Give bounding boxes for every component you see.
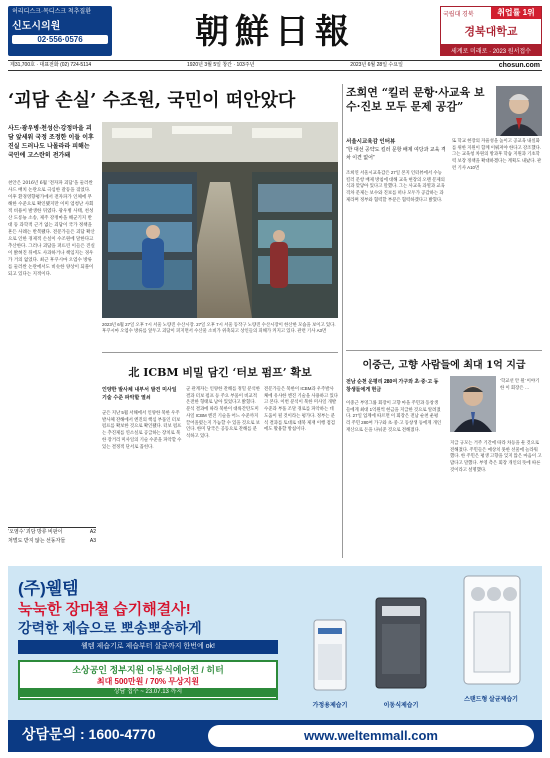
info-right: 2023년 6월 28일 수요일 — [350, 62, 403, 68]
photo-caption: 2023년 6월 27일 오후 7시 서울 노량진 수산시장. 27일 오후 7시 서울 동작구 노량진 수산시장이 한산한 모습을 보이고 있다. 후쿠시마 오염수 방류를 앞두고 괴담이 퍼지면서 수산물 소비가 위축되고 상인들의 피해가 커지고 있다. 관련 기사 A3면 — [102, 322, 336, 333]
lee-portrait — [450, 376, 496, 432]
ad-promo-amount: 최대 500만원 / 70% 무상지원 — [96, 677, 200, 686]
lee-headline[interactable]: 이중근, 고향 사람들에 최대 1억 지급 — [362, 360, 526, 371]
unit-label: 이동식제습기 — [383, 703, 419, 709]
unit-label: 가정용제습기 — [312, 703, 348, 709]
ad-strip: 웰템 제습기로 제습부터 살균까지 한번에 ok! — [18, 640, 278, 654]
lead-subhead: 사드·광우병·천성산·강정마을 괴담 앞세워 국정 조정한 이들 이후 진실 드러나도 나몰라라 피해는 국민에 고스란히 전가돼 — [8, 125, 94, 159]
icbm-headline[interactable]: 北 ICBM 비밀 담긴 ‘터보 펌프’ 확보 — [128, 366, 312, 379]
ad-left-clinic: 신도시의원 — [12, 21, 61, 32]
index-page: A2 — [89, 529, 96, 535]
index-label: ‘오염수’ 괴담 방류 비판이 — [8, 529, 63, 535]
cho-body-col2: 또 학교 현장의 자율성을 높이고 공교육 내실화를 위한 지원이 함께 이뤄져야 한다고 강조했다. 그는 교육청 차원의 방과후 학습 지원과 기초학력 보장 정책을 확대하겠다는 계획도 내놨다. 관련 기사 A10면 — [452, 138, 542, 170]
ad-website[interactable]: www.weltemmall.com — [208, 725, 534, 747]
site-url[interactable]: chosun.com — [498, 62, 540, 69]
newspaper-masthead: 朝鮮日報 — [195, 12, 355, 52]
ad-left-line1: 허리디스크·목디스크 척추질환 — [12, 9, 92, 15]
cho-body-col1: 조희연 서울시교육감은 27일 본지 인터뷰에서 수능 킬러 문항 배제 방침에 대해 교육 현장의 오랜 문제의식과 맞닿아 있다고 말했다. 그는 사교육 과열과 교육 격차 문제는 보수와 진보를 떠나 모두가 공감하는 과제라며 정부와 협력할 부분은 협력하겠다고 밝혔다. — [346, 170, 445, 202]
cho-subhead: “한 대선 공약도 킬러 문항 배제 여당과 교육 격차 이견 없어” — [346, 147, 446, 161]
index-box — [8, 527, 96, 546]
ad-promo-title: 소상공인 정부지원 이동식에어컨 / 히터 — [72, 665, 224, 675]
ad-left-phone: 02·556·0576 — [12, 35, 108, 44]
ad-promo-deadline: 상담 접수 ~ 23.07.13 까지 — [20, 688, 276, 697]
ad-brand: (주)웰템 — [18, 579, 79, 598]
product-stand-dehumidifier — [444, 572, 538, 712]
index-row[interactable] — [8, 537, 96, 546]
info-left: 제31,700호 · 대표전화 (02) 724-5114 — [10, 62, 92, 68]
issue-info-bar — [8, 60, 542, 71]
lead-body: 천안은 2016년 6월 '전자파 괴담'을 둘러싼 사드 배치 논란으로 극심한 갈등을 겪었다. 이후 환경영향평가에서 전자파가 인체에 무해한 수준으로 확인됐지만 이미 엄청난 사회적 비용이 발생한 뒤였다. 광우병 사태, 천성산 도롱뇽 소송, 제주 강정마을 해군기지 반대 등 과학적 근거 없는 괴담이 국가 정책을 흔든 사례는 반복됐다. 전문가들은 괴담 확산으로 인한 경제적 손실이 수조원에 달한다고 추산한다. 그러나 괴담을 퍼뜨린 이들은 진실이 밝혀진 뒤에도 사과하거나 책임지는 경우가 거의 없었다. 최근 후쿠시마 오염수 방류를 둘러싼 논란에서도 비슷한 양상이 되풀이되고 있다는 지적이다. — [8, 181, 95, 277]
product-home-dehumidifier — [300, 600, 360, 710]
index-row[interactable] — [8, 528, 96, 537]
icbm-body-col2: 전문가들은 북한이 ICBM과 우주발사체에 유사한 엔진 기술을 사용하고 있다고 본다. 이번 분석이 북한 미사일 개발 수준과 부품 조달 경로를 파악하는 데 도움이 될 것이라는 평가다. 정부는 분석 결과를 토대로 대북 제재 이행 점검에도 활용할 방침이다. — [264, 386, 338, 432]
divider — [346, 350, 542, 351]
fish-market-photo — [102, 122, 338, 318]
product-mobile-dehumidifier — [364, 590, 438, 710]
lee-subhead: 전남 순천 운평리 280여 가구와 초·중·고 동창생들에게 현금 — [346, 379, 439, 393]
index-label: 처벌도 받지 않는 선동자들 — [8, 538, 66, 544]
ad-phone[interactable]: 상담문의 : 1600-4770 — [22, 726, 156, 742]
top-left-ad[interactable] — [8, 6, 112, 56]
ad-right-tag: 국립대 경북 — [441, 7, 491, 19]
index-page: A3 — [89, 538, 96, 544]
divider — [102, 352, 338, 353]
lee-body-col1: 이중근 부영그룹 회장이 고향 마을 주민과 동창생들에게 최대 1억원씩 현금을 지급한 것으로 알려졌다. 27일 업계에 따르면 이 회장은 전남 순천 운평리 주민 280여 가구와 초·중·고 동창생 등에게 개인 재산으로 돈을 나눠준 것으로 전해졌다. — [346, 400, 442, 432]
cho-portrait — [496, 86, 542, 136]
ad-right-note: 세계로 미래로 · 2023 원서접수 — [441, 44, 541, 56]
column-divider — [342, 84, 343, 558]
info-center: 1920년 3월 5일 창간 · 103주년 — [187, 62, 255, 68]
lead-headline[interactable]: ‘괴담 손실’ 수조원, 국민이 떠안았다 — [8, 90, 296, 111]
cho-kicker: 서울시교육감 인터뷰 — [346, 139, 396, 145]
lee-body-col2: ‘학교선 안 될’ 이야기한 이 회장은 … — [500, 378, 540, 390]
ad-tagline-primary: 눅눅한 장마철 습기해결사! — [18, 601, 191, 618]
ad-tagline-secondary: 강력한 제습으로 뽀송뽀송하게 — [18, 620, 202, 636]
icbm-body-col1: 군 관계자는 인양한 잔해를 정밀 분석한 결과 터보 펌프 등 주요 부품이 비교적 온전한 형태로 남아 있었다고 밝혔다. 분석 결과에 따라 북한이 대륙간탄도미사일 ICBM 엔진 기술을 어느 수준까지 끌어올렸는지 가늠할 수 있을 것으로 보인다. 한미 당국은 공동으로 잔해를 분석하고 있다. — [186, 386, 260, 438]
icbm-subhead: 인양한 발사체 내부서 발견 미사일 기술 수준 파악할 열쇠 — [102, 387, 177, 401]
bottom-advertisement[interactable] — [8, 566, 542, 752]
ad-right-badge: 취업률 1위 — [491, 7, 541, 19]
cho-headline[interactable]: 조희연 “킬러 문항·사교육 보수·진보 모두 문제 공감” — [346, 86, 485, 113]
lee-body-col3: 지급 규모는 거주 기간에 따라 차등을 둔 것으로 전해졌다. 주민들은 예상치 못한 선물에 놀라워했다. 한 주민은 평생 고향을 잊지 않은 마음이 고맙다고 말했다. 부영 측은 회장 개인의 뜻에 따른 것이라고 설명했다. — [450, 440, 542, 472]
ad-promo-box — [18, 660, 278, 700]
icbm-body-col0: 군은 지난 5월 서해에서 인양한 북한 우주발사체 잔해에서 엔진의 핵심 부품인 터보 펌프를 확보한 것으로 확인됐다. 터보 펌프는 추진제를 연소실로 공급하는 장치로 북한 장거리 미사일의 기술 수준을 파악할 수 있는 결정적 단서로 꼽힌다. — [102, 410, 182, 449]
unit-label: 스탠드형 살균제습기 — [464, 697, 518, 703]
ad-right-name: 경북대학교 — [464, 26, 518, 38]
cho-intro — [346, 138, 446, 162]
top-right-ad[interactable] — [440, 6, 542, 56]
